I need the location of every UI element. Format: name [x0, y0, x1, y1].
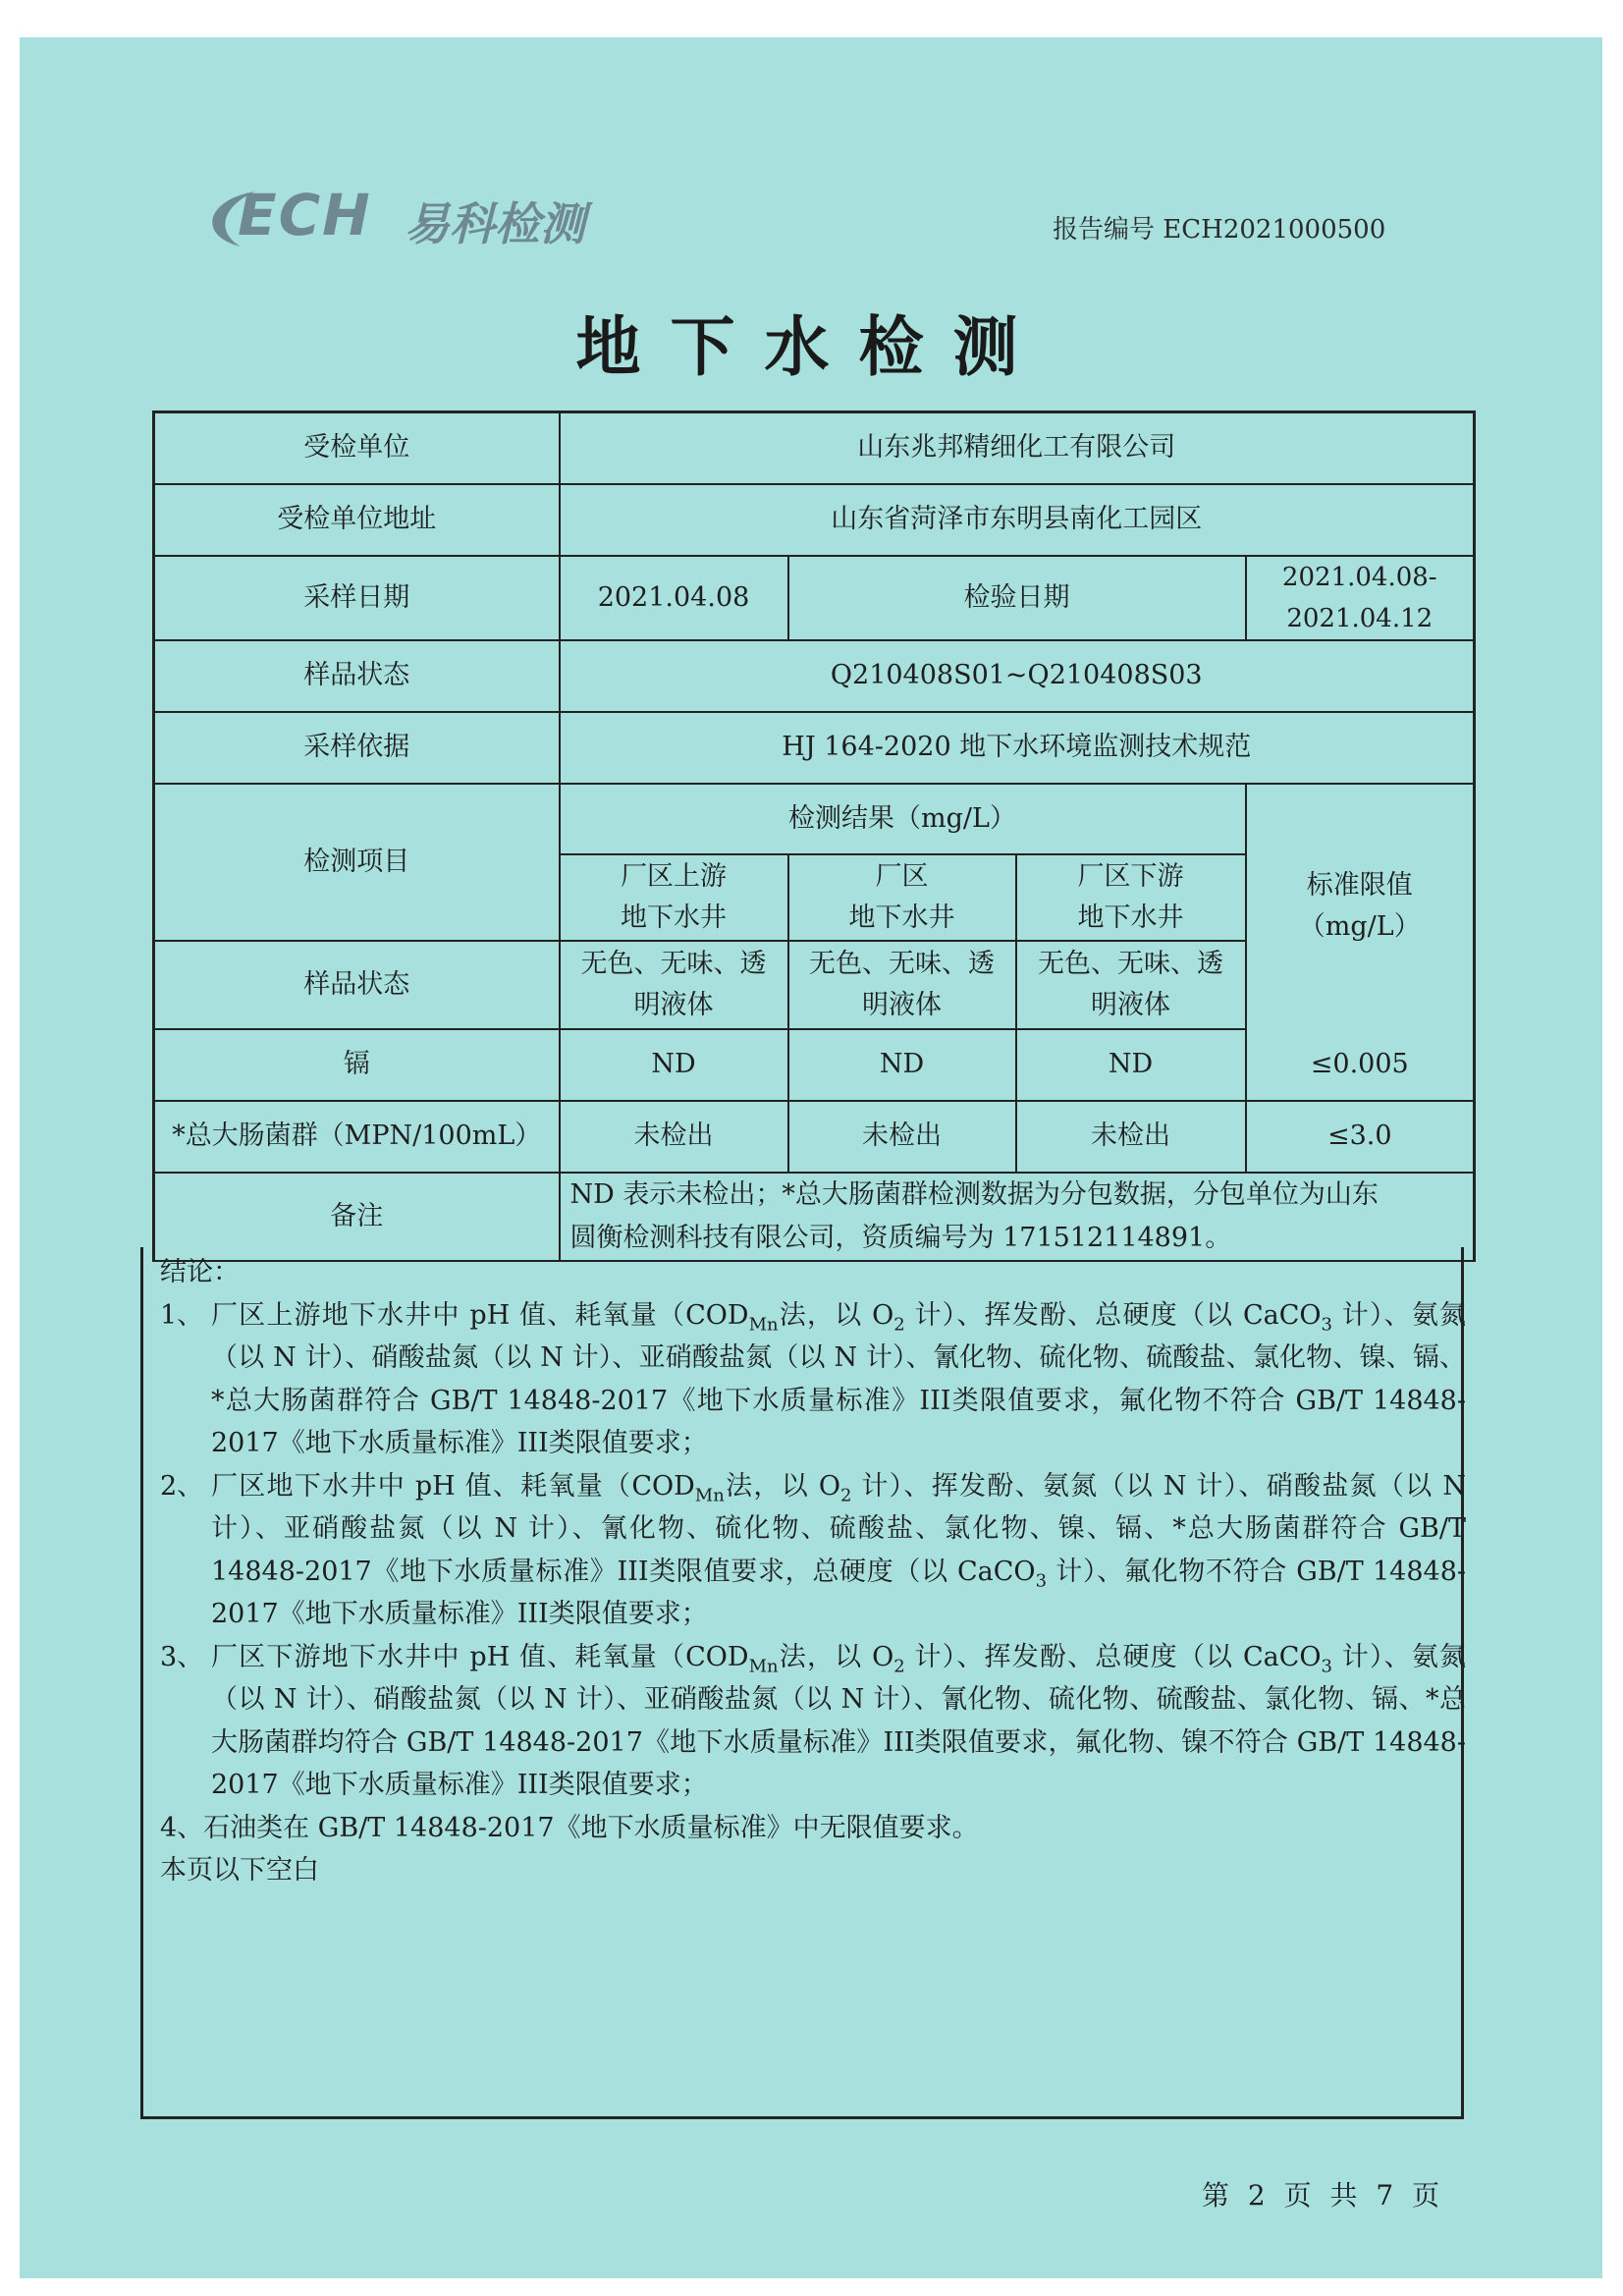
- table-row: [154, 412, 1475, 484]
- state-downstream: 无色、无味、透 明液体: [1016, 941, 1246, 1029]
- row-value: 未检出: [560, 1101, 788, 1173]
- row-limit: ≤0.005: [1246, 1029, 1475, 1101]
- conclusion-items: [160, 1294, 1466, 1807]
- table-row: [154, 784, 1475, 854]
- report-number-label: 报告编号: [1053, 215, 1156, 245]
- test-date-label: 检验日期: [788, 556, 1246, 640]
- report-table: [152, 410, 1476, 1262]
- sampling-date-value: 2021.04.08: [560, 556, 788, 640]
- conclusion-item-4: 4、石油类在 GB/T 14848-2017《地下水质量标准》中无限值要求。: [160, 1812, 979, 1843]
- row-value: ND: [1016, 1029, 1246, 1101]
- table-row: [154, 1101, 1475, 1173]
- table-row: [154, 712, 1475, 784]
- remark-label: 备注: [154, 1173, 560, 1261]
- logo-latin: ECH: [238, 182, 372, 248]
- conclusion-item-2: [160, 1465, 1466, 1636]
- report-number: [1053, 209, 1385, 246]
- basis-label: 采样依据: [154, 712, 560, 784]
- blank-note: 本页以下空白: [160, 1855, 319, 1886]
- conclusion-item-1: [160, 1294, 1466, 1465]
- sampling-date-label: 采样日期: [154, 556, 560, 640]
- well-header-plant: 厂区 地下水井: [788, 854, 1016, 941]
- address-value: 山东省菏泽市东明县南化工园区: [560, 484, 1475, 556]
- table-row: [154, 484, 1475, 556]
- conclusion-item-number: 3、: [160, 1641, 204, 1672]
- logo-chinese: 易科检测: [405, 197, 585, 250]
- well-header-downstream: 厂区下游 地下水井: [1016, 854, 1246, 941]
- row-value: 未检出: [1016, 1101, 1246, 1173]
- row-value: 未检出: [788, 1101, 1016, 1173]
- row-name: 镉: [154, 1029, 560, 1101]
- row-name: *总大肠菌群（MPN/100mL）: [154, 1101, 560, 1173]
- unit-label: 受检单位: [154, 412, 560, 484]
- conclusion-item-number: 2、: [160, 1470, 204, 1502]
- page-title: 地下水检测: [575, 309, 1048, 385]
- report-number-value: ECH2021000500: [1163, 215, 1386, 245]
- conclusion-heading: 结论：: [160, 1257, 240, 1287]
- address-label: 受检单位地址: [154, 484, 560, 556]
- table-row: [154, 640, 1475, 712]
- conclusion-item-number: 1、: [160, 1299, 204, 1331]
- row-value: ND: [560, 1029, 788, 1101]
- state-upstream: 无色、无味、透 明液体: [560, 941, 788, 1029]
- conclusion-item-text: 厂区地下水井中 pH 值、耗氧量（$COD_{Mn}$法，以 $O_2$ 计）、挥发酚、氨氮（以 N 计）、硝酸盐氮（以 N 计）、亚硝酸盐氮（以 N 计）、氰化物、硫化物、硫酸盐、氯化物、镍、镉、*总大肠菌群符合 GB/T 14848-2017《地下水质量标准》III类限值要求，总硬度（以 CaCO$_3$ 计）、氟化物不符合 GB/T 14848-2017《地下水质量标准》III类限值要求；: [211, 1470, 1467, 1629]
- remark-text: ND 表示未检出；*总大肠菌群检测数据为分包数据，分包单位为山东 圆衡检测科技有限公司，资质编号为 171512114891。: [560, 1173, 1475, 1261]
- conclusion-item-3: [160, 1636, 1466, 1807]
- row-limit: ≤3.0: [1246, 1101, 1475, 1173]
- result-header: 检测结果（mg/L）: [560, 784, 1246, 854]
- unit-value: 山东兆邦精细化工有限公司: [560, 412, 1475, 484]
- sample-state-label: 样品状态: [154, 640, 560, 712]
- basis-value: HJ 164-2020 地下水环境监测技术规范: [560, 712, 1475, 784]
- company-logo: [196, 182, 658, 260]
- row-value: ND: [788, 1029, 1016, 1101]
- table-row: [154, 556, 1475, 640]
- conclusion: [160, 1251, 1466, 1892]
- conclusion-item-text: 厂区下游地下水井中 pH 值、耗氧量（$COD_{Mn}$法，以 $O_2$ 计）、挥发酚、总硬度（以 CaCO$_3$ 计）、氨氮（以 N 计）、硝酸盐氮（以 N 计）、亚硝酸盐氮（以 N 计）、氰化物、硫化物、硫酸盐、氯化物、镉、*总大肠菌群均符合 GB/T 14848-2017《地下水质量标准》III类限值要求，氟化物、镍不符合 GB/T 14848-2017《地下水质量标准》III类限值要求；: [211, 1641, 1467, 1800]
- page-number: 第 2 页 共 7 页: [1202, 2179, 1445, 2212]
- state-plant: 无色、无味、透 明液体: [788, 941, 1016, 1029]
- well-header-upstream: 厂区上游 地下水井: [560, 854, 788, 941]
- table-row: [154, 1029, 1475, 1101]
- conclusion-item-text: 厂区上游地下水井中 pH 值、耗氧量（$COD_{Mn}$法，以 $O_2$ 计）、挥发酚、总硬度（以 CaCO$_3$ 计）、氨氮（以 N 计）、硝酸盐氮（以 N 计）、亚硝酸盐氮（以 N 计）、氰化物、硫化物、硫酸盐、氯化物、镍、镉、*总大肠菌群符合 GB/T 14848-2017《地下水质量标准》III类限值要求，氟化物不符合 GB/T 14848-2017《地下水质量标准》III类限值要求；: [211, 1299, 1467, 1458]
- item-label: 检测项目: [154, 784, 560, 941]
- sample-state-value: Q210408S01~Q210408S03: [560, 640, 1475, 712]
- test-date-value: 2021.04.08-2021.04.12: [1246, 556, 1475, 640]
- state-label: 样品状态: [154, 941, 560, 1029]
- limit-header: 标准限值 （mg/L）: [1246, 784, 1475, 1029]
